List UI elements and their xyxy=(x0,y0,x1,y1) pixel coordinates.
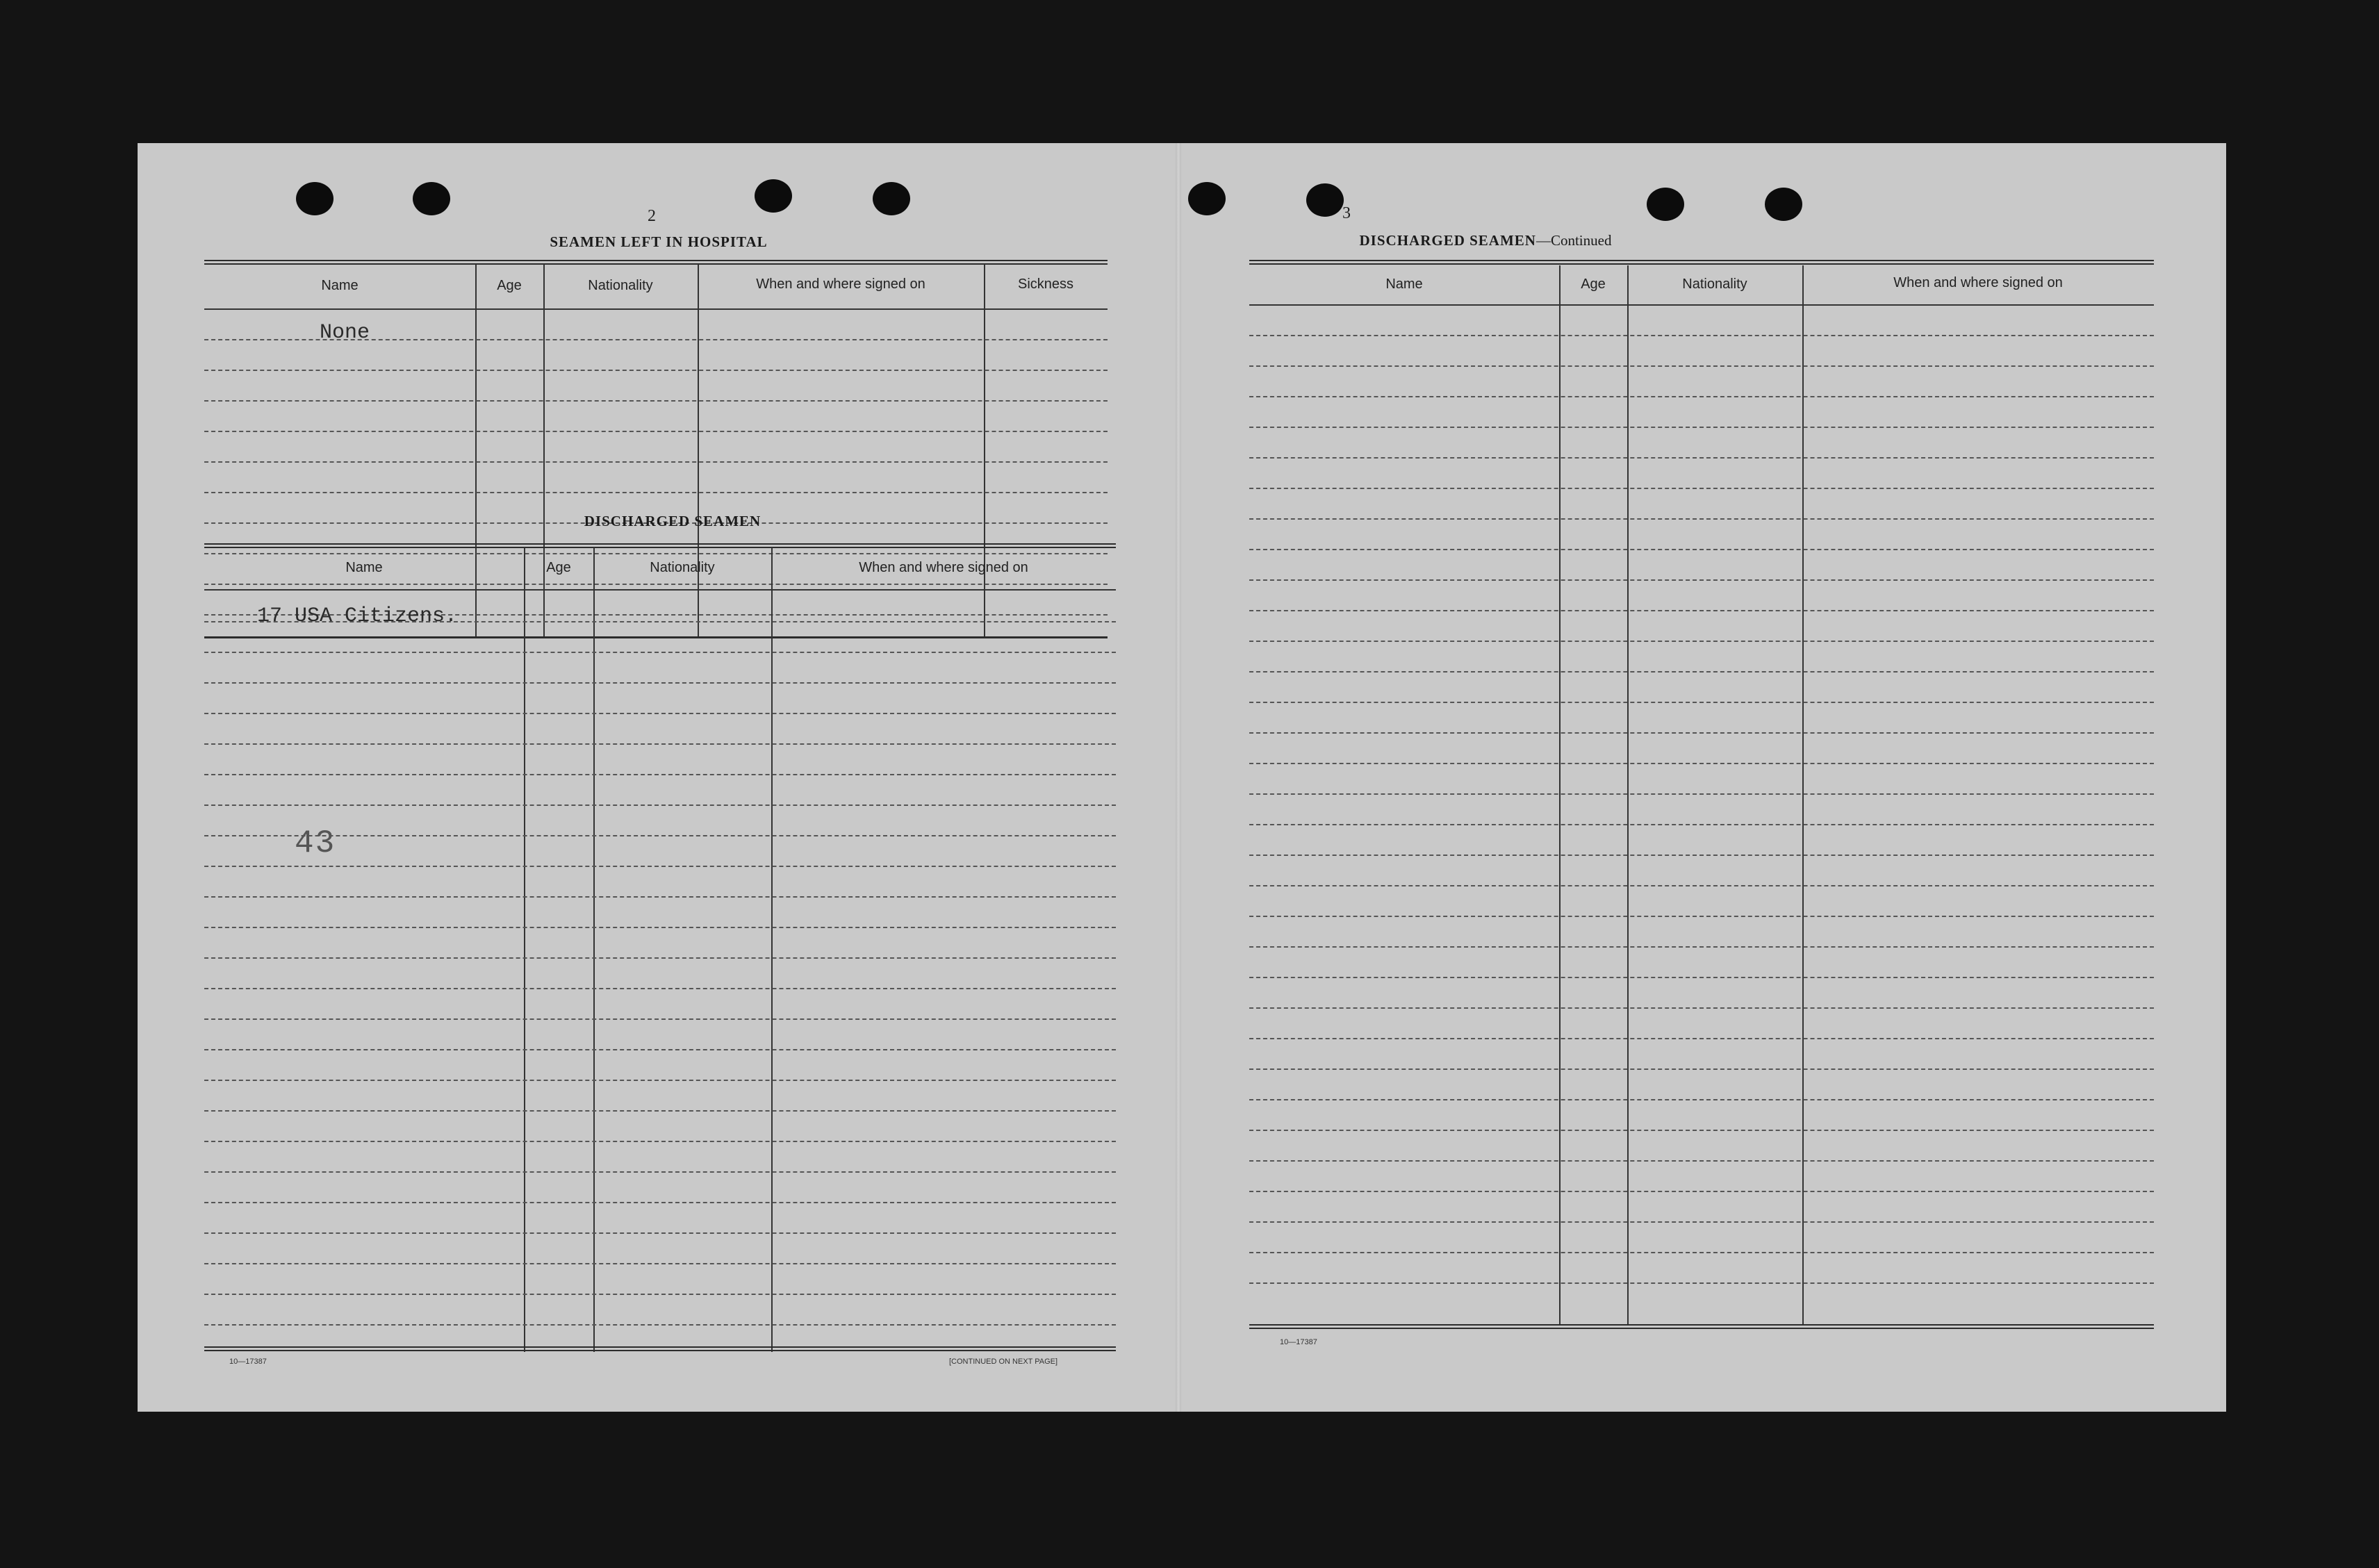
table-top-rule xyxy=(204,543,1116,545)
punch-hole xyxy=(1188,182,1226,215)
ruled-line xyxy=(1249,610,2154,611)
hospital-section-title: SEAMEN LEFT IN HOSPITAL xyxy=(550,233,768,250)
ruled-line xyxy=(204,553,1108,554)
ruled-line xyxy=(204,492,1108,493)
ruled-line xyxy=(204,1171,1116,1173)
ruled-line xyxy=(204,461,1108,463)
ruled-line xyxy=(1249,1130,2154,1131)
ruled-line xyxy=(1249,1282,2154,1284)
ruled-line xyxy=(1249,732,2154,734)
ruled-line xyxy=(204,896,1116,898)
ruled-line xyxy=(1249,793,2154,795)
ruled-line xyxy=(204,988,1116,989)
ruled-line xyxy=(1249,1007,2154,1009)
ruled-line xyxy=(1249,824,2154,825)
column-divider xyxy=(984,264,985,638)
ruled-line xyxy=(1249,1191,2154,1192)
column-header-age: Age xyxy=(497,278,522,293)
ruled-line xyxy=(204,1263,1116,1264)
ruled-line xyxy=(1249,1252,2154,1253)
ruled-line xyxy=(1249,1221,2154,1223)
ruled-line xyxy=(204,1294,1116,1295)
column-divider xyxy=(698,264,699,638)
ruled-line xyxy=(204,431,1108,432)
ruled-line xyxy=(1249,977,2154,978)
ruled-line xyxy=(1249,1068,2154,1070)
ruled-line xyxy=(1249,671,2154,672)
right-page xyxy=(1178,143,2226,1412)
column-divider xyxy=(1627,265,1629,1326)
punch-hole xyxy=(755,179,792,213)
header-rule xyxy=(204,589,1116,591)
section-title-main: DISCHARGED SEAMEN xyxy=(1359,232,1536,249)
continued-note: [CONTINUED ON NEXT PAGE] xyxy=(949,1357,1058,1366)
ruled-line xyxy=(1249,641,2154,642)
column-header-signed-on: When and where signed on xyxy=(859,560,1028,575)
column-divider xyxy=(771,547,773,1352)
column-header-sickness: Sickness xyxy=(1017,277,1074,292)
ruled-line xyxy=(1249,885,2154,886)
ruled-line xyxy=(1249,855,2154,856)
ruled-line xyxy=(204,835,1116,836)
table-bottom-rule xyxy=(204,1346,1116,1348)
table-bottom-rule xyxy=(1249,1324,2154,1326)
column-divider xyxy=(1802,265,1804,1326)
table-top-rule xyxy=(204,260,1108,261)
ruled-line xyxy=(1249,916,2154,917)
form-number: 10—17387 xyxy=(1280,1338,1317,1346)
column-header-age: Age xyxy=(546,560,571,575)
ruled-line xyxy=(204,1110,1116,1112)
ruled-line xyxy=(204,1202,1116,1203)
page-number: 2 xyxy=(648,207,656,225)
punch-hole xyxy=(1765,188,1802,221)
ruled-line xyxy=(204,804,1116,806)
stamped-number: 43 xyxy=(295,825,336,861)
column-header-nationality: Nationality xyxy=(1682,277,1747,292)
discharged-entry: 17 USA Citizens. xyxy=(257,604,458,628)
ruled-line xyxy=(204,957,1116,959)
ruled-line xyxy=(1249,579,2154,581)
ruled-line xyxy=(1249,1038,2154,1039)
ruled-line xyxy=(204,1232,1116,1234)
ruled-line xyxy=(204,1141,1116,1142)
ruled-line xyxy=(204,713,1116,714)
ruled-line xyxy=(1249,946,2154,948)
document-spread xyxy=(138,143,2226,1412)
column-header-signed-on: When and where signed on xyxy=(756,277,925,292)
ruled-line xyxy=(204,1049,1116,1050)
column-header-name: Name xyxy=(1385,277,1423,292)
hospital-entry: None xyxy=(320,321,370,345)
column-header-name: Name xyxy=(321,278,359,293)
ruled-line xyxy=(204,1018,1116,1020)
ruled-line xyxy=(1249,488,2154,489)
punch-hole xyxy=(413,182,450,215)
ruled-line xyxy=(204,652,1116,653)
ruled-line xyxy=(1249,396,2154,397)
page-number: 3 xyxy=(1342,204,1351,222)
column-divider xyxy=(1559,265,1561,1326)
ruled-line xyxy=(1249,518,2154,520)
column-divider xyxy=(543,264,545,638)
ruled-line xyxy=(204,400,1108,402)
ruled-line xyxy=(204,774,1116,775)
ruled-line xyxy=(1249,549,2154,550)
form-number: 10—17387 xyxy=(229,1357,267,1366)
left-page xyxy=(138,143,1178,1412)
column-header-name: Name xyxy=(345,560,383,575)
table-bottom-rule xyxy=(204,636,1108,638)
ruled-line xyxy=(204,1080,1116,1081)
ruled-line xyxy=(1249,1099,2154,1100)
column-header-nationality: Nationality xyxy=(650,560,715,575)
ruled-line xyxy=(1249,427,2154,428)
continued-section-title xyxy=(1333,232,1638,249)
discharged-section-title: DISCHARGED SEAMEN xyxy=(584,513,762,529)
ruled-line xyxy=(1249,457,2154,459)
column-divider xyxy=(475,264,477,638)
column-divider xyxy=(524,547,525,1352)
ruled-line xyxy=(204,866,1116,867)
column-header-age: Age xyxy=(1581,277,1606,292)
punch-hole xyxy=(1647,188,1684,221)
table-top-rule xyxy=(1249,260,2154,261)
ruled-line xyxy=(1249,335,2154,336)
ruled-line xyxy=(204,370,1108,371)
header-rule xyxy=(204,308,1108,310)
ruled-line xyxy=(1249,702,2154,703)
punch-hole xyxy=(296,182,334,215)
ruled-line xyxy=(1249,365,2154,367)
header-rule xyxy=(1249,304,2154,306)
ruled-line xyxy=(1249,763,2154,764)
ruled-line xyxy=(204,927,1116,928)
ruled-line xyxy=(204,1324,1116,1326)
ruled-line xyxy=(204,682,1116,684)
punch-hole xyxy=(873,182,910,215)
column-header-nationality: Nationality xyxy=(588,278,653,293)
section-title-suffix: —Continued xyxy=(1536,232,1612,249)
ruled-line xyxy=(204,743,1116,745)
ruled-line xyxy=(1249,1160,2154,1162)
column-header-signed-on: When and where signed on xyxy=(1893,275,2063,290)
ruled-line xyxy=(204,584,1108,585)
column-divider xyxy=(593,547,595,1352)
